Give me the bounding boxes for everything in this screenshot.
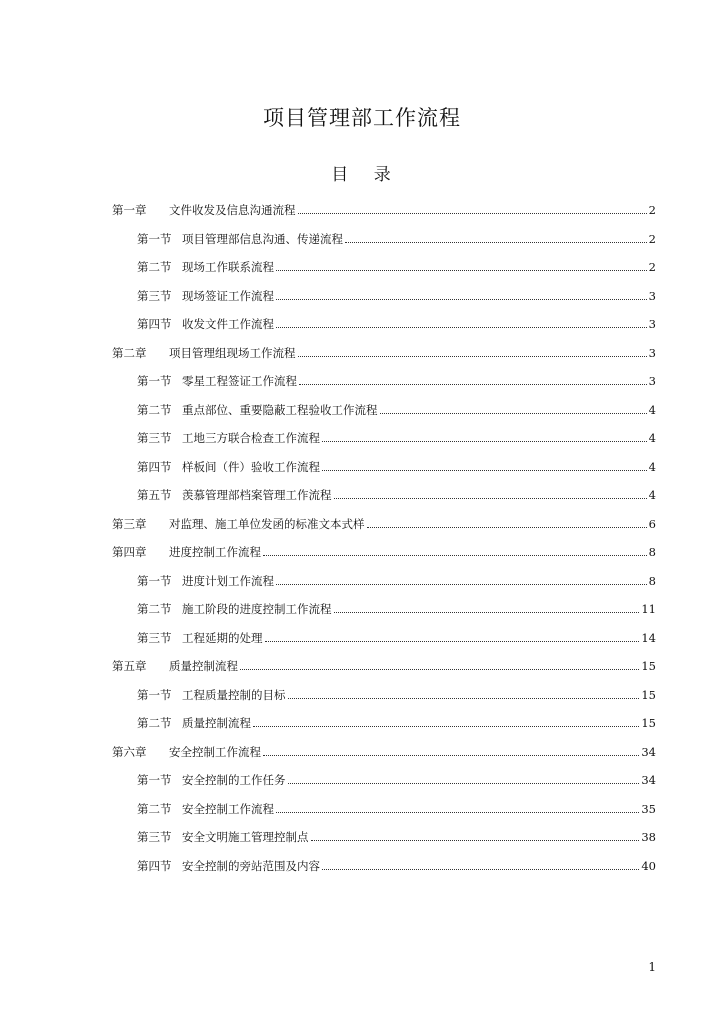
toc-entry-page: 40	[641, 858, 656, 873]
toc-entry-number: 第三节	[137, 630, 172, 645]
toc-entry-page: 4	[648, 402, 656, 417]
toc-entry-section[interactable]	[112, 573, 656, 602]
toc-entry-section[interactable]	[112, 231, 656, 260]
toc-entry-section[interactable]	[112, 402, 656, 431]
toc-entry-number: 第一节	[137, 374, 172, 388]
toc-entry-number: 第三节	[137, 431, 172, 445]
toc-entry-text: 零星工程签证工作流程	[182, 374, 297, 388]
toc-entry-page: 4	[648, 488, 656, 502]
toc-dot-leader	[276, 270, 647, 271]
toc-entry-number: 第二章	[112, 345, 147, 360]
toc-entry-number: 第二节	[137, 260, 172, 274]
toc-entry-section[interactable]	[112, 373, 656, 402]
toc-dot-leader	[322, 441, 647, 442]
toc-entry-number: 第三章	[112, 516, 147, 531]
toc-entry-text: 项目管理部信息沟通、传递流程	[182, 231, 343, 246]
toc-entry-page: 34	[641, 744, 656, 759]
toc-entry-page: 4	[648, 431, 656, 445]
toc-entry-number: 第四节	[137, 317, 172, 331]
toc-entry-label	[137, 316, 274, 332]
toc-entry-chapter[interactable]	[112, 544, 656, 573]
toc-dot-leader	[367, 527, 647, 528]
toc-entry-page: 8	[648, 545, 656, 559]
toc-entry-label	[137, 459, 320, 475]
toc-entry-page: 2	[648, 260, 656, 274]
toc-entry-section[interactable]	[112, 687, 656, 716]
toc-entry-label	[137, 487, 332, 503]
toc-entry-text: 工地三方联合检查工作流程	[182, 431, 320, 445]
toc-entry-text: 安全控制工作流程	[182, 801, 274, 816]
toc-entry-text: 现场工作联系流程	[182, 260, 274, 274]
document-title: 项目管理部工作流程	[263, 106, 461, 130]
toc-entry-page: 15	[641, 716, 656, 730]
toc-entry-number: 第一节	[137, 687, 172, 702]
toc-dot-leader	[299, 384, 647, 385]
toc-entry-section[interactable]	[112, 259, 656, 288]
toc-entry-text: 工程延期的处理	[182, 630, 263, 645]
toc-entry-number: 第五节	[137, 488, 172, 502]
toc-entry-label	[137, 573, 274, 589]
toc-entry-text: 进度控制工作流程	[169, 545, 261, 559]
toc-entry-number: 第一节	[137, 773, 172, 787]
toc-dot-leader	[322, 869, 639, 870]
toc-dot-leader	[276, 327, 647, 328]
toc-entry-text: 安全控制工作流程	[169, 744, 261, 759]
toc-entry-label	[137, 402, 378, 418]
toc-entry-page: 14	[641, 630, 656, 645]
toc-entry-number: 第五章	[112, 659, 147, 673]
toc-entry-page: 35	[641, 801, 656, 816]
toc-entry-number: 第二节	[137, 602, 172, 616]
toc-entry-number: 第一节	[137, 231, 172, 246]
toc-entry-text: 重点部位、重要隐蔽工程验收工作流程	[182, 402, 378, 417]
toc-entry-text: 项目管理组现场工作流程	[169, 345, 296, 360]
toc-entry-text: 文件收发及信息沟通流程	[169, 203, 296, 217]
toc-entry-number: 第四节	[137, 858, 172, 873]
toc-entry-number: 第二节	[137, 801, 172, 816]
toc-entry-chapter[interactable]	[112, 744, 656, 773]
toc-dot-leader	[298, 356, 647, 357]
toc-entry-text: 质量控制流程	[182, 716, 251, 730]
toc-dot-leader	[288, 698, 640, 699]
toc-dot-leader	[334, 612, 640, 613]
toc-entry-text: 对监理、施工单位发函的标准文本式样	[169, 516, 365, 531]
toc-entry-section[interactable]	[112, 316, 656, 345]
toc-entry-chapter[interactable]	[112, 345, 656, 374]
toc-dot-leader	[288, 783, 640, 784]
toc-entry-label	[112, 658, 238, 674]
toc-entry-text: 质量控制流程	[169, 659, 238, 673]
toc-entry-section[interactable]	[112, 630, 656, 659]
toc-entry-page: 2	[648, 231, 656, 246]
toc-entry-text: 收发文件工作流程	[182, 317, 274, 331]
toc-entry-section[interactable]	[112, 430, 656, 459]
toc-dot-leader	[263, 555, 647, 556]
toc-entry-number: 第三节	[137, 830, 172, 844]
toc-dot-leader	[276, 299, 647, 300]
toc-entry-number: 第四节	[137, 459, 172, 474]
toc-entry-label	[137, 630, 263, 646]
toc-entry-section[interactable]	[112, 858, 656, 887]
toc-entry-number: 第一章	[112, 203, 147, 217]
toc-entry-page: 3	[648, 345, 656, 360]
toc-entry-section[interactable]	[112, 288, 656, 317]
toc-entry-text: 施工阶段的进度控制工作流程	[182, 602, 332, 616]
toc-entry-label	[112, 516, 365, 532]
toc-entry-chapter[interactable]	[112, 658, 656, 687]
toc-entry-text: 工程质量控制的目标	[182, 687, 286, 702]
toc-entry-number: 第二节	[137, 402, 172, 417]
toc-entry-number: 第四章	[112, 545, 147, 559]
toc-entry-chapter[interactable]	[112, 202, 656, 231]
toc-dot-leader	[298, 213, 647, 214]
toc-entry-section[interactable]	[112, 829, 656, 858]
toc-entry-label	[112, 202, 296, 218]
toc-dot-leader	[311, 840, 640, 841]
toc-heading: 目 录	[331, 165, 393, 185]
toc-entry-section[interactable]	[112, 459, 656, 488]
toc-entry-label	[112, 544, 261, 560]
toc-entry-label	[137, 288, 274, 304]
toc-entry-label	[112, 345, 296, 361]
toc-dot-leader	[240, 669, 639, 670]
toc-entry-section[interactable]	[112, 801, 656, 830]
toc-entry-label	[137, 687, 286, 703]
toc-entry-text: 现场签证工作流程	[182, 288, 274, 303]
table-of-contents	[112, 202, 656, 886]
toc-entry-section[interactable]	[112, 772, 656, 801]
toc-entry-text: 样板间（件）验收工作流程	[182, 459, 320, 474]
toc-entry-chapter[interactable]	[112, 516, 656, 545]
toc-entry-number: 第三节	[137, 288, 172, 303]
toc-dot-leader	[380, 413, 647, 414]
toc-entry-label	[137, 373, 297, 389]
toc-entry-label	[137, 430, 320, 446]
toc-dot-leader	[345, 242, 647, 243]
toc-entry-text: 安全控制的旁站范围及内容	[182, 858, 320, 873]
toc-entry-label	[137, 858, 320, 874]
toc-dot-leader	[265, 641, 640, 642]
toc-entry-label	[137, 801, 274, 817]
toc-entry-page: 3	[648, 288, 656, 303]
toc-entry-page: 6	[648, 516, 656, 531]
toc-entry-label	[137, 715, 251, 731]
toc-entry-text: 安全控制的工作任务	[182, 773, 286, 787]
toc-entry-page: 11	[641, 602, 656, 616]
toc-dot-leader	[322, 470, 647, 471]
toc-entry-page: 3	[648, 374, 656, 388]
toc-entry-section[interactable]	[112, 601, 656, 630]
toc-entry-page: 38	[641, 830, 656, 844]
toc-dot-leader	[263, 755, 639, 756]
toc-dot-leader	[276, 812, 639, 813]
toc-dot-leader	[276, 584, 647, 585]
toc-entry-page: 3	[648, 317, 656, 331]
toc-entry-label	[137, 772, 286, 788]
toc-entry-page: 34	[641, 773, 656, 787]
toc-entry-label	[137, 601, 332, 617]
toc-entry-label	[137, 829, 309, 845]
toc-entry-label	[137, 231, 343, 247]
page-number: 1	[648, 960, 656, 974]
toc-entry-text: 羡慕管理部档案管理工作流程	[182, 488, 332, 502]
toc-dot-leader	[334, 498, 647, 499]
toc-entry-page: 8	[648, 573, 656, 588]
toc-entry-text: 安全文明施工管理控制点	[182, 830, 309, 844]
toc-entry-label	[112, 744, 261, 760]
toc-entry-section[interactable]	[112, 487, 656, 516]
toc-entry-number: 第一节	[137, 573, 172, 588]
toc-entry-section[interactable]	[112, 715, 656, 744]
toc-entry-page: 15	[641, 659, 656, 673]
toc-entry-text: 进度计划工作流程	[182, 573, 274, 588]
toc-entry-page: 15	[641, 687, 656, 702]
toc-entry-number: 第二节	[137, 716, 172, 730]
toc-entry-label	[137, 259, 274, 275]
toc-entry-page: 4	[648, 459, 656, 474]
toc-dot-leader	[253, 726, 639, 727]
toc-entry-page: 2	[648, 203, 656, 217]
toc-entry-number: 第六章	[112, 744, 147, 759]
